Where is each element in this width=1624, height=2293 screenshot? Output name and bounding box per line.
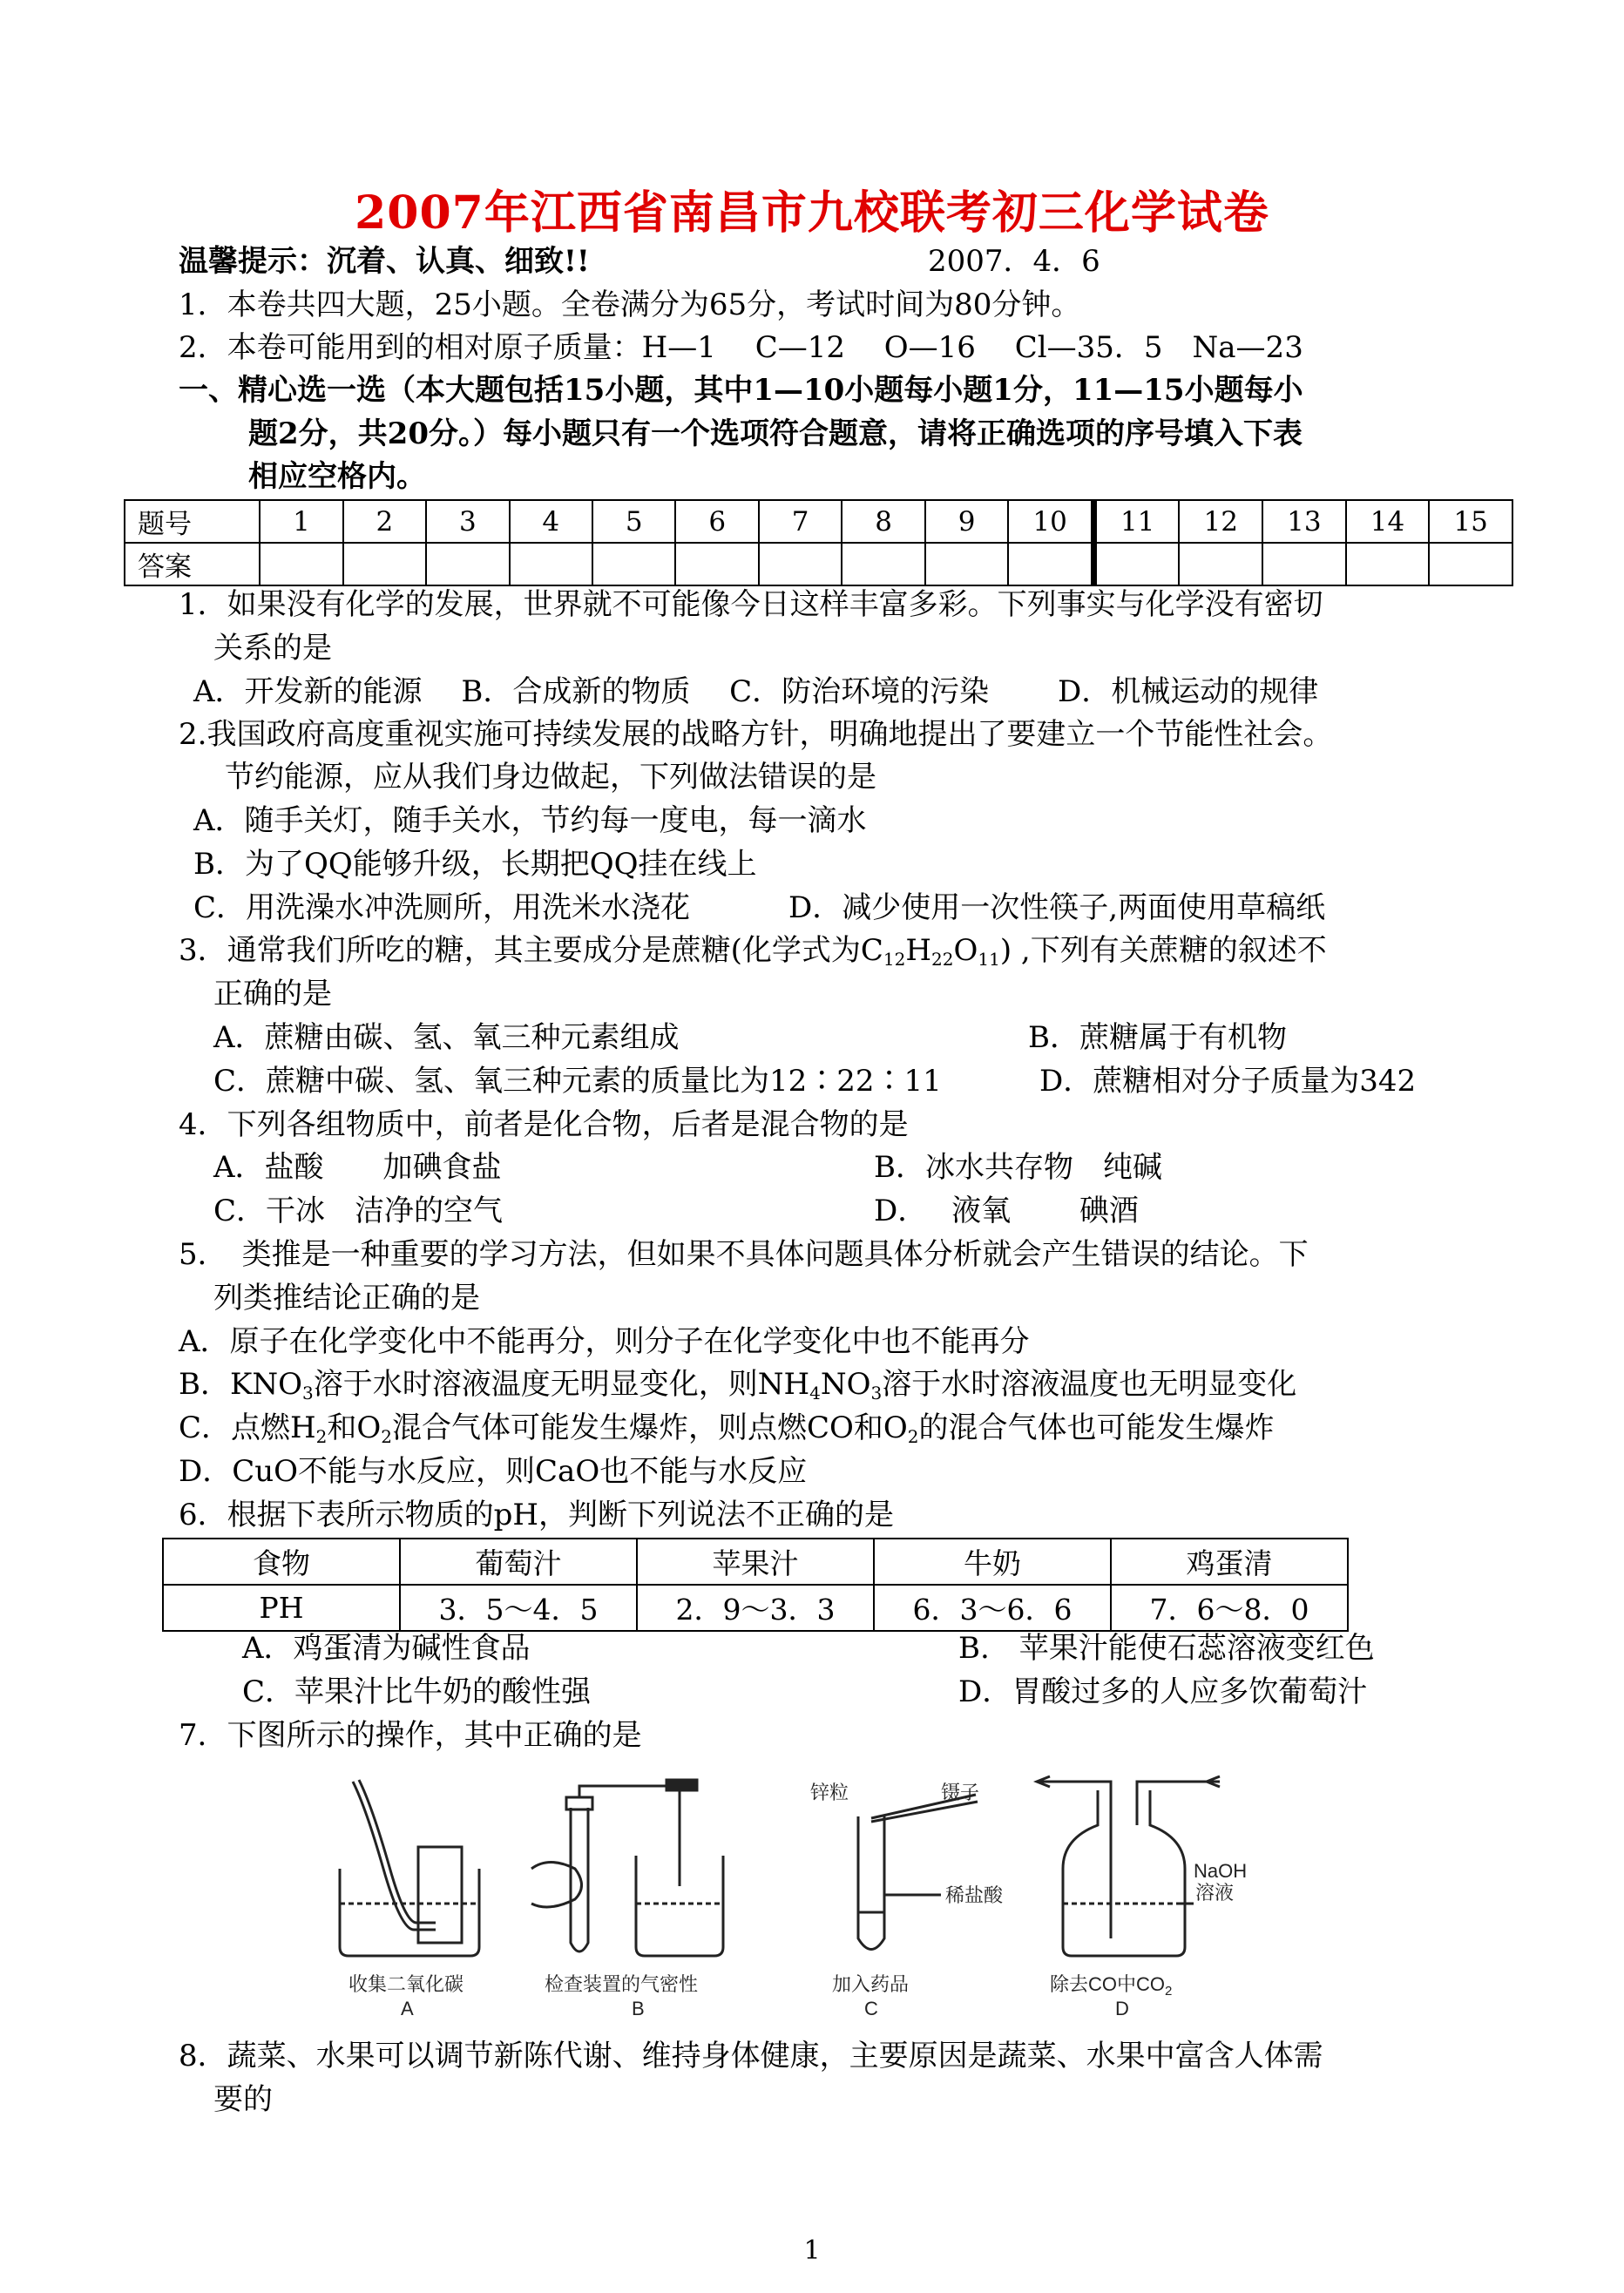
q3-subscript: 11 [978, 949, 1000, 970]
q5-b-text: B．KNO [179, 1367, 303, 1402]
answer-table [124, 499, 1513, 586]
tip-text: 温馨提示：沉着、认真、细致!! [179, 244, 590, 279]
q3-stem-text: O [953, 933, 978, 968]
page-number: 1 [803, 2236, 821, 2266]
figure-d-caption-text: 除去CO中CO [1050, 1973, 1166, 1995]
question-number-cell: 15 [1429, 500, 1512, 543]
exam-date: 2007．4．6 [928, 244, 1100, 279]
figure-a-caption: 收集二氧化碳 [348, 1973, 464, 1995]
answer-cell[interactable] [343, 543, 426, 585]
answer-cell[interactable] [260, 543, 342, 585]
q5-c-text: C．点燃H [179, 1410, 316, 1445]
answer-cell[interactable] [510, 543, 592, 585]
q5-subscript: 4 [809, 1383, 821, 1404]
answer-cell[interactable] [1179, 543, 1262, 585]
q7-stem: 7．下图所示的操作，其中正确的是 [179, 1718, 642, 1753]
question-number-cell: 2 [343, 500, 426, 543]
figure-c-label-tweezers: 镊子 [941, 1782, 980, 1803]
q5-stem-2: 列类推结论正确的是 [213, 1281, 480, 1316]
q2-option-d: D．减少使用一次性筷子,两面使用草稿纸 [788, 890, 1326, 925]
figure-b-airtightness [531, 1780, 723, 1956]
question-number-cell: 7 [759, 500, 842, 543]
q3-option-c: C．蔗糖中碳、氢、氧三种元素的质量比为12∶22∶11 [213, 1064, 942, 1099]
question-number-cell: 8 [842, 500, 924, 543]
figure-c-caption: 加入药品 [832, 1973, 910, 1995]
q3-stem-text: 3．通常我们所吃的糖，其主要成分是蔗糖(化学式为C [179, 933, 883, 968]
ph-table-cell: 6．3～6．6 [874, 1585, 1111, 1631]
section1-heading-2: 题2分，共20分。）每小题只有一个选项符合题意，请将正确选项的序号填入下表 [248, 416, 1303, 451]
q3-subscript: 12 [883, 949, 906, 970]
q6-stem: 6．根据下表所示物质的pH，判断下列说法不正确的是 [179, 1498, 895, 1532]
q3-subscript: 22 [931, 949, 954, 970]
q3-stem-2: 正确的是 [213, 977, 332, 1011]
question-number-cell: 13 [1262, 500, 1346, 543]
answer-cell[interactable] [759, 543, 842, 585]
q5-c-text: 和O [327, 1410, 382, 1445]
figure-d-label-solution: 溶液 [1195, 1882, 1235, 1904]
q4-stem: 4．下列各组物质中，前者是化合物，后者是混合物的是 [179, 1107, 909, 1142]
q5-subscript: 3 [302, 1383, 314, 1404]
q1-options: A．开发新的能源 B．合成新的物质 C．防治环境的污染 D．机械运动的规律 [193, 674, 1319, 709]
ph-table-cell: PH [163, 1585, 400, 1631]
q2-stem-2: 节约能源，应从我们身边做起，下列做法错误的是 [225, 760, 876, 795]
answer-cell[interactable] [925, 543, 1008, 585]
ph-table-header-row [163, 1539, 1348, 1585]
answer-cell[interactable] [842, 543, 924, 585]
q5-b-text: 溶于水时溶液温度无明显变化，则NH [313, 1367, 810, 1402]
q2-stem: 2.我国政府高度重视实施可持续发展的战略方针，明确地提出了要建立一个节能性社会。 [179, 717, 1333, 752]
ph-table-header: 牛奶 [874, 1539, 1111, 1585]
q6-option-d: D．胃酸过多的人应多饮葡萄汁 [958, 1674, 1368, 1709]
q6-option-c: C．苹果汁比牛奶的酸性强 [242, 1674, 592, 1709]
q5-option-c [179, 1409, 1275, 1447]
q2-option-c: C．用洗澡水冲洗厕所，用洗米水浇花 [193, 890, 691, 925]
q4-option-a: A．盐酸 加碘食盐 [213, 1150, 502, 1185]
answer-cell[interactable] [675, 543, 758, 585]
page-title: 2007年江西省南昌市九校联考初三化学试卷 [355, 186, 1269, 240]
q2-option-a: A．随手关灯，随手关水，节约每一度电，每一滴水 [193, 803, 867, 838]
q4-option-b: B．冰水共存物 纯碱 [874, 1150, 1162, 1185]
q5-stem: 5． 类推是一种重要的学习方法，但如果不具体问题具体分析就会产生错误的结论。下 [179, 1237, 1309, 1272]
answer-cell[interactable] [1346, 543, 1430, 585]
figure-c-add-reagent [858, 1795, 978, 1950]
q6-option-b: B. 苹果汁能使石蕊溶液变红色 [958, 1631, 1375, 1666]
note-1: 1．本卷共四大题，25小题。全卷满分为65分，考试时间为80分钟。 [179, 287, 1081, 322]
figure-d-caption [1050, 1973, 1172, 1999]
question-number-cell: 3 [426, 500, 509, 543]
figure-d-letter: D [1115, 1998, 1129, 2017]
q5-b-text: NO [820, 1367, 871, 1402]
answer-cell[interactable] [1429, 543, 1512, 585]
figure-b-letter: B [632, 1998, 645, 2017]
q3-option-d: D．蔗糖相对分子质量为342 [1039, 1064, 1417, 1099]
figure-c-label-hcl: 稀盐酸 [945, 1884, 1004, 1906]
section1-heading: 一、精心选一选（本大题包括15小题，其中1—10小题每小题1分，11—15小题每小 [179, 373, 1303, 408]
q5-subscript: 2 [381, 1426, 393, 1447]
answer-cell[interactable] [1008, 543, 1093, 585]
note-2: 2．本卷可能用到的相对原子质量：H—1 C—12 O—16 Cl—35．5 Na—23 [179, 330, 1303, 365]
q5-subscript: 2 [907, 1426, 919, 1447]
answer-cell[interactable] [1093, 543, 1179, 585]
q5-option-d: D．CuO不能与水反应，则CaO也不能与水反应 [179, 1454, 808, 1489]
q8-stem-2: 要的 [213, 2082, 273, 2117]
ph-table-header: 苹果汁 [637, 1539, 874, 1585]
question-number-cell: 6 [675, 500, 758, 543]
answer-cell[interactable] [426, 543, 509, 585]
figure-a-collect-co2 [340, 1780, 479, 1956]
question-number-cell: 10 [1008, 500, 1093, 543]
question-number-cell: 14 [1346, 500, 1430, 543]
q3-option-b: B．蔗糖属于有机物 [1028, 1020, 1287, 1055]
question-number-cell: 4 [510, 500, 592, 543]
q1-stem-2: 关系的是 [213, 631, 332, 666]
q2-option-b: B．为了QQ能够升级，长期把QQ挂在线上 [193, 847, 757, 882]
lab-operations-figure [314, 1773, 1289, 2017]
figure-c-letter: C [864, 1998, 878, 2017]
ph-table-cell: 3．5～4．5 [400, 1585, 637, 1631]
q1-stem: 1．如果没有化学的发展，世界就不可能像今日这样丰富多彩。下列事实与化学没有密切 [179, 587, 1323, 622]
q5-option-a: A．原子在化学变化中不能再分，则分子在化学变化中也不能再分 [179, 1324, 1030, 1359]
q3-stem-text: ) ,下列有关蔗糖的叙述不 [999, 933, 1327, 968]
answer-table-row-label: 答案 [125, 543, 260, 585]
answer-table-row-label: 题号 [125, 500, 260, 543]
q4-option-d: D． 液氧 碘酒 [874, 1194, 1139, 1228]
question-number-cell: 12 [1179, 500, 1262, 543]
answer-table-answer-row [125, 543, 1512, 585]
ph-table-header: 葡萄汁 [400, 1539, 637, 1585]
section1-heading-3: 相应空格内。 [248, 459, 426, 494]
question-number-cell: 1 [260, 500, 342, 543]
figure-b-caption: 检查装置的气密性 [545, 1973, 699, 1995]
answer-table-number-row [125, 500, 1512, 543]
ph-table-cell: 2．9～3．3 [637, 1585, 874, 1631]
answer-cell[interactable] [592, 543, 675, 585]
figure-d-remove-co2 [1037, 1776, 1220, 1956]
figure-c-label-zinc: 锌粒 [810, 1782, 849, 1803]
ph-table [162, 1538, 1349, 1632]
ph-table-header: 食物 [163, 1539, 400, 1585]
figure-d-label-naoh: NaOH [1194, 1860, 1248, 1882]
q6-option-a: A．鸡蛋清为碱性食品 [242, 1631, 531, 1666]
q5-c-text: 混合气体可能发生爆炸，则点燃CO和O [392, 1410, 908, 1445]
q5-subscript: 3 [870, 1383, 883, 1404]
question-number-cell: 5 [592, 500, 675, 543]
answer-cell[interactable] [1262, 543, 1346, 585]
ph-table-cell: 7．6～8．0 [1111, 1585, 1348, 1631]
q5-c-text: 的混合气体也可能发生爆炸 [918, 1410, 1275, 1445]
q3-stem [179, 931, 1327, 970]
figure-d-caption-sub: 2 [1165, 1984, 1173, 1999]
question-number-cell: 9 [925, 500, 1008, 543]
q5-option-b [179, 1365, 1296, 1404]
q3-stem-text: H [905, 933, 932, 968]
q5-subscript: 2 [315, 1426, 328, 1447]
ph-table-value-row [163, 1585, 1348, 1631]
q4-option-c: C．干冰 洁净的空气 [213, 1194, 504, 1228]
figure-a-letter: A [401, 1998, 414, 2017]
q5-b-text: 溶于水时溶液温度也无明显变化 [882, 1367, 1297, 1402]
q8-stem: 8．蔬菜、水果可以调节新陈代谢、维持身体健康，主要原因是蔬菜、水果中富含人体需 [179, 2039, 1323, 2073]
ph-table-header: 鸡蛋清 [1111, 1539, 1348, 1585]
q3-option-a: A．蔗糖由碳、氢、氧三种元素组成 [213, 1020, 680, 1055]
question-number-cell: 11 [1093, 500, 1179, 543]
